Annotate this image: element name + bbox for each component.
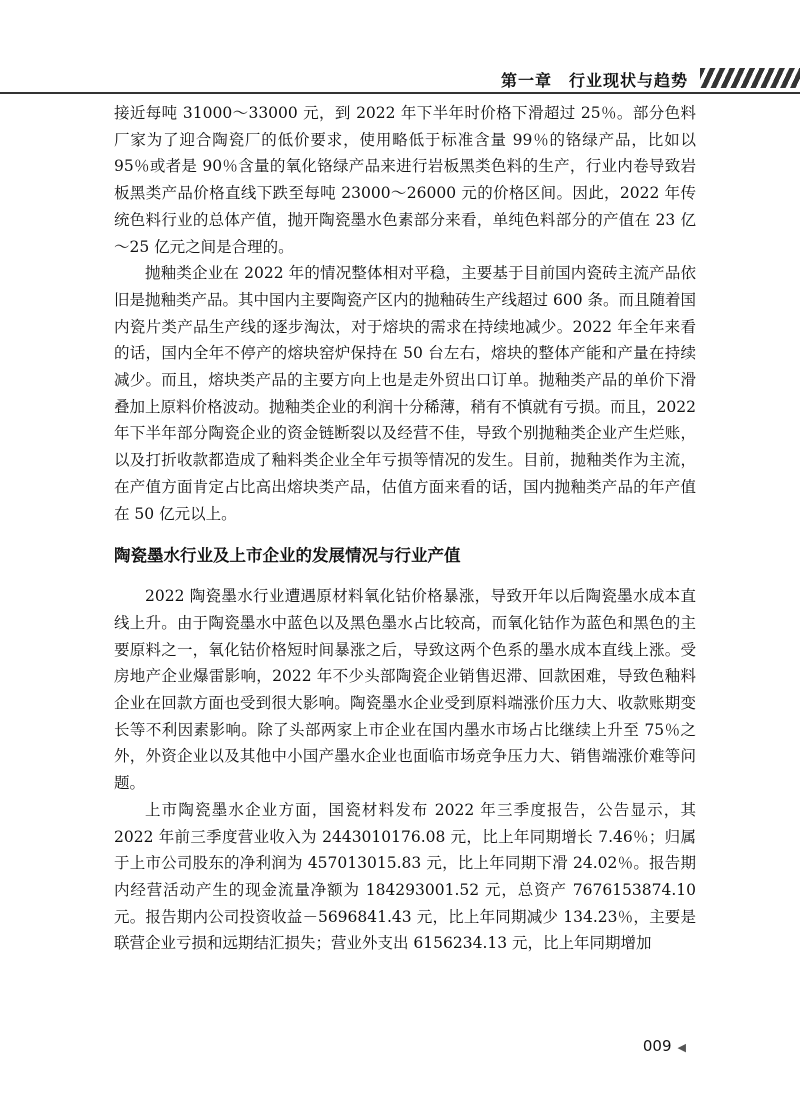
header-rule bbox=[0, 92, 800, 94]
triangle-left-icon: ◀ bbox=[677, 1041, 686, 1054]
header-stripes-decoration bbox=[700, 68, 800, 88]
paragraph-2: 抛釉类企业在 2022 年的情况整体相对平稳，主要基于目前国内瓷砖主流产品依旧是抛釉类产品。其中国内主要陶瓷产区内的抛釉砖生产线超过 600 条。而且随着国内瓷片类产品生产线的逐步淘汰，对于熔块的需求在持续地减少。2022 年全年来看的话，国内全年不停产的熔块窑炉保持在 50 台左右，熔块的整体产能和产量在持续减少。而且，熔块类产品的主要方向上也是走外贸出口订单。抛釉类产品的单价下滑叠加上原料价格波动。抛釉类企业的利润十分稀薄，稍有不慎就有亏损。而且，2022 年下半年部分陶瓷企业的资金链断裂以及经营不佳，导致个别抛釉类企业产生烂账，以及打折收款都造成了釉料类企业全年亏损等情况的发生。目前，抛釉类作为主流，在产值方面肯定占比高出熔块类产品，估值方面来看的话，国内抛釉类产品的年产值在 50 亿元以上。 bbox=[114, 264, 696, 523]
running-header bbox=[0, 64, 800, 94]
page-footer bbox=[643, 1037, 686, 1055]
paragraph-1: 接近每吨 31000～33000 元，到 2022 年下半年时价格下滑超过 25％。部分色料厂家为了迎合陶瓷厂的低价要求，使用略低于标准含量 99％的铬绿产品，比如以 95％或者是 90％含量的氧化铬绿产品来进行岩板黑类色料的生产，行业内卷导致岩板黑类产品价格直线下跌至每吨 23000～26000 元的价格区间。因此，2022 年传统色料行业的总体产值，抛开陶瓷墨水色素部分来看，单纯色料部分的产值在 23 亿～25 亿元之间是合理的。 bbox=[114, 104, 696, 256]
paragraph-4: 上市陶瓷墨水企业方面，国瓷材料发布 2022 年三季度报告，公告显示，其 2022 年前三季度营业收入为 2443010176.08 元，比上年同期增长 7.46％；归属于上市公司股东的净利润为 457013015.83 元，比上年同期下滑 24.02％。报告期内经营活动产生的现金流量净额为 184293001.52 元，总资产 7676153874.10 元。报告期内公司投资收益－5696841.43 元，比上年同期减少 134.23％，主要是联营企业亏损和远期结汇损失；营业外支出 6156234.13 元，比上年同期增加 bbox=[114, 800, 696, 953]
section-heading: 陶瓷墨水行业及上市企业的发展情况与行业产值 bbox=[114, 546, 461, 566]
page-body bbox=[114, 100, 696, 957]
paragraph-3: 2022 陶瓷墨水行业遭遇原材料氧化钴价格暴涨，导致开年以后陶瓷墨水成本直线上升。由于陶瓷墨水中蓝色以及黑色墨水占比较高，而氧化钴作为蓝色和黑色的主要原料之一，氧化钴价格短时间暴涨之后，导致这两个色系的墨水成本直线上涨。受房地产企业爆雷影响，2022 年不少头部陶瓷企业销售迟滞、回款困难，导致色釉料企业在回款方面也受到很大影响。陶瓷墨水企业受到原料端涨价压力大、收款账期变长等不利因素影响。除了头部两家上市企业在国内墨水市场占比继续上升至 75％之外，外资企业以及其他中小国产墨水企业也面临市场竞争压力大、销售端涨价难等问题。 bbox=[114, 587, 696, 793]
chapter-title: 第一章 行业现状与趋势 bbox=[500, 71, 688, 90]
page-number: 009 bbox=[642, 1037, 672, 1055]
